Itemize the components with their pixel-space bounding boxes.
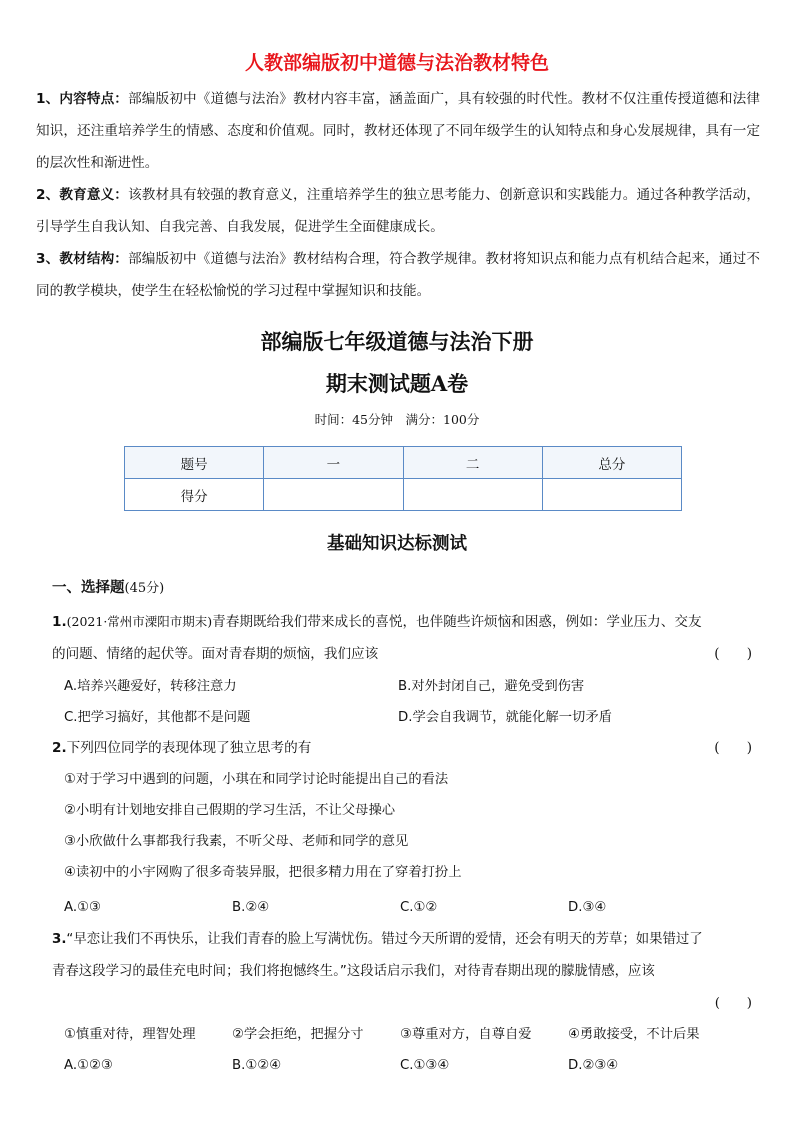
intro-section xyxy=(36,83,760,307)
question-3-line1 xyxy=(52,924,752,956)
intro-text-3: 部编版初中《道德与法治》教材结构合理，符合教学规律。教材将知识点和能力点有机结合起来，通过不同的教学模块，使学生在轻松愉悦的学习过程中掌握知识和技能。 xyxy=(36,251,760,299)
score-table-row xyxy=(125,479,682,511)
option-row xyxy=(64,1050,744,1081)
question-text: 青春这段学习的最佳充电时间；我们将抱憾终生。”这段话启示我们，对待青春期出现的朦胧情感，应该 xyxy=(52,964,655,979)
question-number: 2. xyxy=(52,740,67,756)
statement: ③尊重对方，自尊自爱 xyxy=(400,1027,532,1042)
answer-bracket[interactable]: ( ) xyxy=(714,646,752,662)
option-d[interactable]: D.学会自我调节，就能化解一切矛盾 xyxy=(398,710,612,725)
question-1-line2 xyxy=(52,638,752,670)
question-1 xyxy=(52,606,752,670)
intro-paragraph-3 xyxy=(36,243,760,307)
score-header-cell: 一 xyxy=(264,447,403,479)
statement: ①慎重对待，理智处理 xyxy=(64,1027,196,1042)
statement: ④读初中的小宇网购了很多奇装异服，把很多精力用在了穿着打扮上 xyxy=(64,865,462,880)
question-text: 下列四位同学的表现体现了独立思考的有 xyxy=(66,740,312,756)
statement: ②学会拒绝，把握分寸 xyxy=(232,1027,364,1042)
part-score: (45分) xyxy=(124,581,165,596)
question-number: 1. xyxy=(52,614,67,630)
exam-meta: 时间：45分钟 满分：100分 xyxy=(314,412,480,427)
answer-bracket[interactable]: ( ) xyxy=(714,740,752,756)
question-text: “早恋让我们不再快乐，让我们青春的脸上写满忧伤。错过今天所谓的爱情，还会有明天的芳草；如果错过了 xyxy=(66,932,703,947)
question-3-line2 xyxy=(52,956,752,988)
option-b[interactable]: B.对外封闭自己，避免受到伤害 xyxy=(398,679,585,694)
intro-key-1: 1、内容特点： xyxy=(36,91,129,107)
statement: ②小明有计划地安排自己假期的学习生活，不让父母操心 xyxy=(64,803,396,818)
intro-paragraph-2 xyxy=(36,179,760,243)
answer-bracket[interactable]: ( ) xyxy=(714,996,752,1011)
exam-title-line1: 部编版七年级道德与法治下册 xyxy=(260,329,534,354)
option-b[interactable]: B.①②④ xyxy=(232,1058,282,1073)
option-b[interactable]: B.②④ xyxy=(232,900,270,915)
statement: ④勇敢接受，不计后果 xyxy=(568,1027,700,1042)
score-row-label: 得分 xyxy=(125,479,264,511)
option-d[interactable]: D.②③④ xyxy=(568,1058,619,1073)
red-title: 人教部编版初中道德与法治教材特色 xyxy=(244,52,549,74)
part-title xyxy=(52,576,164,597)
question-source: (2021·常州市溧阳市期末) xyxy=(66,614,213,629)
statement: ①对于学习中遇到的问题，小琪在和同学讨论时能提出自己的看法 xyxy=(64,772,449,787)
score-cell-1[interactable] xyxy=(264,479,403,511)
intro-text-1: 部编版初中《道德与法治》教材内容丰富，涵盖面广，具有较强的时代性。教材不仅注重传授道德和法律知识，还注重培养学生的情感、态度和价值观。同时，教材还体现了不同年级学生的认知特点和身心发展规律，具有一定的层次性和渐进性。 xyxy=(36,91,760,171)
intro-paragraph-1 xyxy=(36,83,760,179)
option-c[interactable]: C.把学习搞好，其他都不是问题 xyxy=(64,710,251,725)
question-2 xyxy=(52,732,752,764)
question-text: 的问题、情绪的起伏等。面对青春期的烦恼，我们应该 xyxy=(52,646,379,662)
statement-row xyxy=(64,1019,744,1050)
score-cell-total[interactable] xyxy=(542,479,681,511)
option-d[interactable]: D.③④ xyxy=(568,900,607,915)
question-2-line1 xyxy=(52,732,752,764)
intro-text-2: 该教材具有较强的教育意义，注重培养学生的独立思考能力、创新意识和实践能力。通过各种教学活动，引导学生自我认知、自我完善、自我发展，促进学生全面健康成长。 xyxy=(36,187,760,235)
exam-title-line2: 期末测试题A卷 xyxy=(325,371,469,396)
score-cell-2[interactable] xyxy=(403,479,542,511)
option-a[interactable]: A.①③ xyxy=(64,900,101,915)
part-label: 一、选择题 xyxy=(52,580,125,596)
option-c[interactable]: C.①③④ xyxy=(400,1058,450,1073)
option-row xyxy=(64,702,744,733)
question-3 xyxy=(52,924,752,1020)
score-header-cell: 题号 xyxy=(125,447,264,479)
intro-key-3: 3、教材结构： xyxy=(36,251,129,267)
question-1-options xyxy=(64,671,744,733)
option-c[interactable]: C.①② xyxy=(400,900,438,915)
score-table-header-row xyxy=(125,447,682,479)
score-table xyxy=(124,446,682,511)
statement: ③小欣做什么事都我行我素，不听父母、老师和同学的意见 xyxy=(64,834,409,849)
question-2-options xyxy=(64,892,744,923)
option-a[interactable]: A.①②③ xyxy=(64,1058,113,1073)
section-title: 基础知识达标测试 xyxy=(327,534,467,554)
option-a[interactable]: A.培养兴趣爱好，转移注意力 xyxy=(64,679,237,694)
question-3-paren-line xyxy=(52,988,752,1020)
intro-key-2: 2、教育意义： xyxy=(36,187,129,203)
question-3-statements xyxy=(64,1019,744,1081)
question-text: 青春期既给我们带来成长的喜悦，也伴随些许烦恼和困惑，例如：学业压力、交友 xyxy=(212,614,702,630)
question-number: 3. xyxy=(52,932,67,947)
question-1-line1 xyxy=(52,606,752,638)
score-header-cell: 二 xyxy=(403,447,542,479)
score-header-cell: 总分 xyxy=(542,447,681,479)
option-row xyxy=(64,671,744,702)
question-2-statements xyxy=(64,764,462,888)
option-row xyxy=(64,892,744,923)
